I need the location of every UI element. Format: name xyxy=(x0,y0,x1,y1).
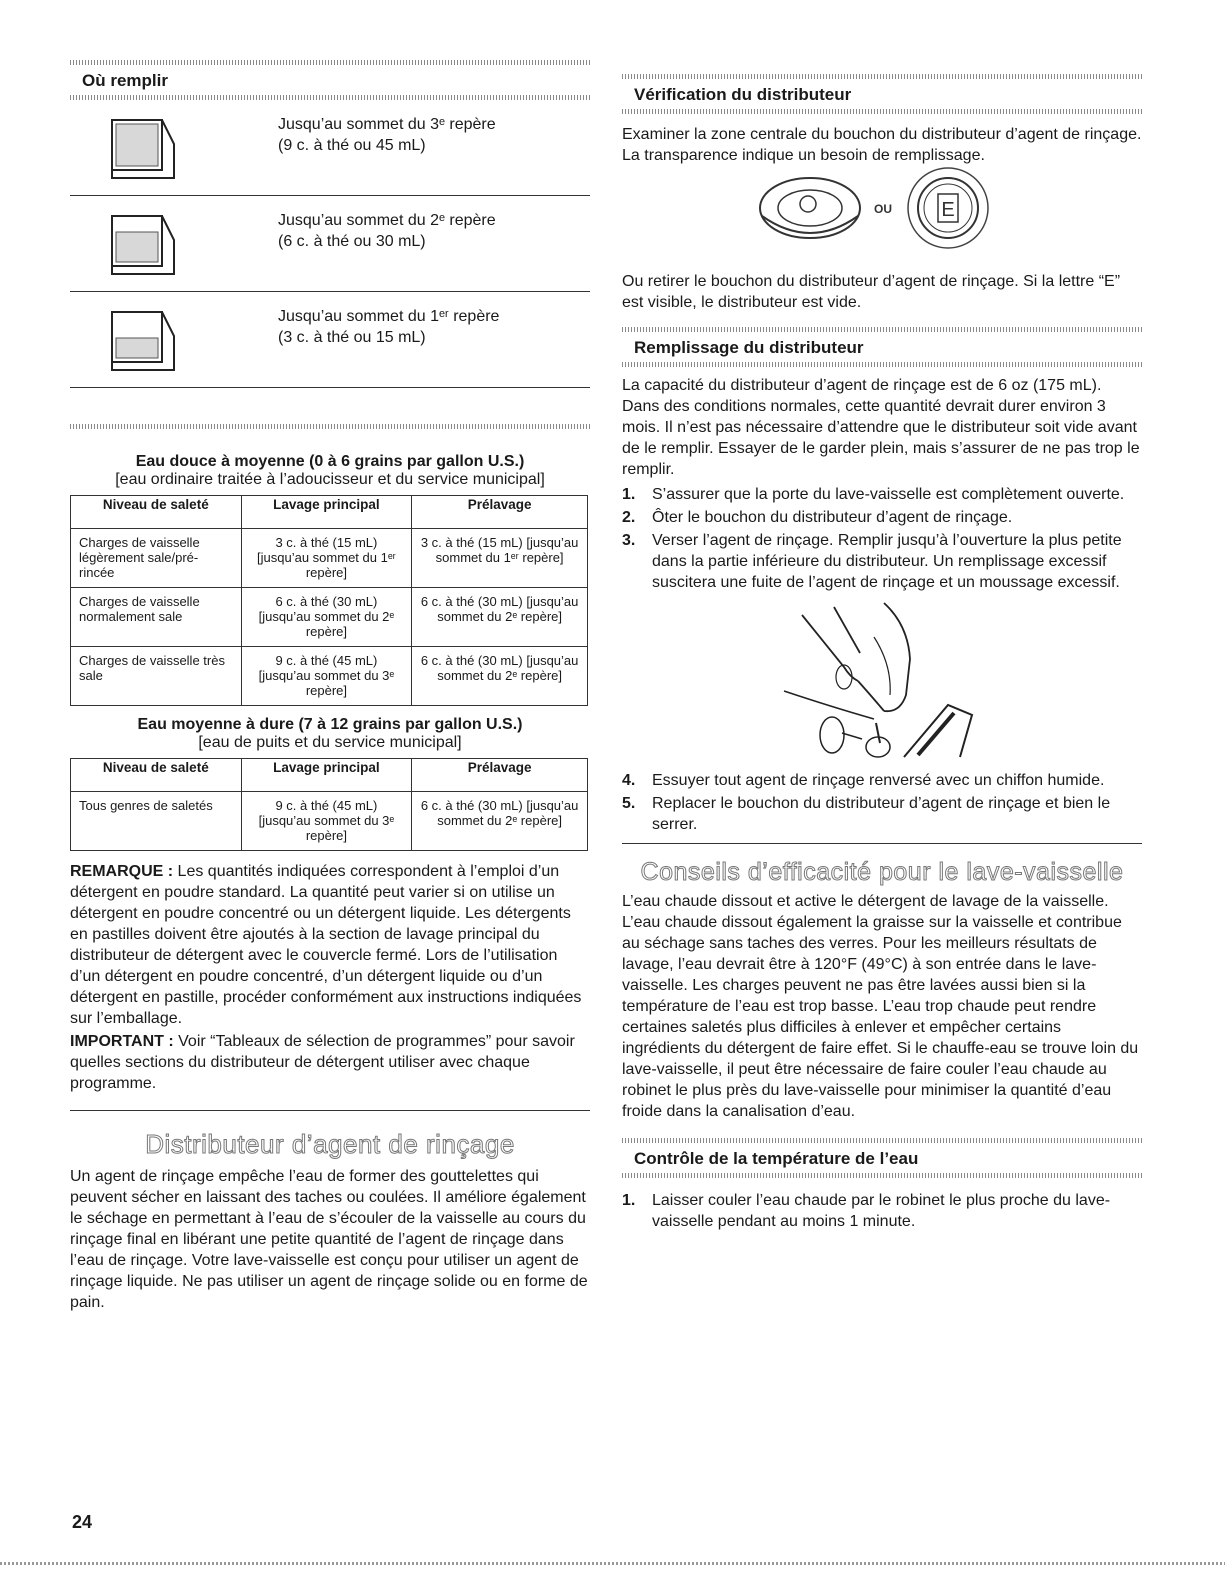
step-number: 1. xyxy=(622,486,636,503)
ou-label: OU xyxy=(874,202,892,216)
pouring-rinse-aid-illustration xyxy=(622,595,1142,765)
step-number: 2. xyxy=(622,509,636,526)
table-cell: 6 c. à thé (30 mL) [jusqu’au sommet du 2ᵉ repère] xyxy=(412,647,588,706)
remarque-label: REMARQUE : xyxy=(70,863,174,880)
cap-e-indicator-icon xyxy=(908,168,988,248)
remarque-text: Les quantités indiquées correspondent à l’emploi d’un détergent en poudre standard. La quantité peut varier si on utilise un détergent en poudre concentré ou un détergent liquide. Les détergents en pastilles doivent être ajoutés à la section de lavage principal du distributeur de détergent avec le couvercle fermé. Lors de l’utilisation d’un détergent en poudre concentré, d’un détergent liquide ou d’un détergent en pastille, procéder conformément aux instructions indiquées sur l’emballage. xyxy=(70,863,582,1027)
page-number: 24 xyxy=(72,1512,93,1532)
divider xyxy=(622,362,1142,367)
verif-text: Examiner la zone centrale du bouchon du distributeur d’agent de rinçage. La transparence indique un besoin de remplissage. xyxy=(622,126,1142,164)
table-row xyxy=(71,792,588,851)
step-number: 5. xyxy=(622,795,636,812)
verif-text2: Ou retirer le bouchon du distributeur d’agent de rinçage. Si la lettre “E” est visible, le distributeur est vide. xyxy=(622,273,1121,311)
table2-title: Eau moyenne à dure (7 à 12 grains par gallon U.S.) xyxy=(137,716,523,733)
fill-level-line: Jusqu’au sommet du 1ᵉʳ repère xyxy=(278,308,500,325)
step-text: S’assurer que la porte du lave-vaisselle est complètement ouverte. xyxy=(652,486,1125,503)
list-item xyxy=(622,507,1142,528)
remarque-paragraph xyxy=(70,861,590,1029)
fill-amount-line: (6 c. à thé ou 30 mL) xyxy=(278,233,426,250)
divider xyxy=(622,843,1142,844)
fill-amount-line: (3 c. à thé ou 15 mL) xyxy=(278,329,426,346)
table1-subtitle: [eau ordinaire traitée à l’adoucisseur et du service municipal] xyxy=(115,471,545,488)
fill-heading: Où remplir xyxy=(82,71,168,90)
hard-water-table xyxy=(70,758,588,851)
table-row xyxy=(71,529,588,588)
table-header: Prélavage xyxy=(412,496,588,529)
list-item xyxy=(622,530,1142,593)
table-cell: Charges de vaisselle très sale xyxy=(71,647,242,706)
important-paragraph xyxy=(70,1031,590,1094)
verif-heading: Vérification du distributeur xyxy=(634,85,852,104)
fill-levels xyxy=(70,100,590,388)
step-text: Essuyer tout agent de rinçage renversé avec un chiffon humide. xyxy=(652,772,1105,789)
step-number: 3. xyxy=(622,532,636,549)
fill-amount-line: (9 c. à thé ou 45 mL) xyxy=(278,137,426,154)
fill-row xyxy=(70,100,590,196)
step-number: 4. xyxy=(622,772,636,789)
soft-water-table xyxy=(70,495,588,706)
fill-text xyxy=(278,114,496,156)
fill-text xyxy=(278,210,496,252)
table-row xyxy=(71,588,588,647)
table1-title: Eau douce à moyenne (0 à 6 grains par gallon U.S.) xyxy=(135,453,525,470)
rinse-aid-text: Un agent de rinçage empêche l’eau de former des gouttelettes qui peuvent sécher en laissant des taches ou coulées. Il améliore également le séchage en permettant à l’eau de s’écouler de la vaisselle au cours du rinçage final en libérant une petite quantité de l’agent de rinçage dans l’eau de rinçage. Votre lave-vaisselle est conçu pour utiliser un agent de rinçage liquide. Ne pas utiliser un agent de rinçage solide ou en forme de pain. xyxy=(70,1168,588,1311)
table-cell: 6 c. à thé (30 mL) [jusqu’au sommet du 2ᵉ repère] xyxy=(412,588,588,647)
step-text: Ôter le bouchon du distributeur d’agent de rinçage. xyxy=(652,509,1013,526)
divider xyxy=(622,109,1142,114)
list-item xyxy=(622,770,1142,791)
table-header: Niveau de saleté xyxy=(71,496,242,529)
list-item xyxy=(622,1190,1142,1232)
table2-subtitle: [eau de puits et du service municipal] xyxy=(198,734,462,751)
table-cell: 6 c. à thé (30 mL) [jusqu’au sommet du 2ᵉ repère] xyxy=(412,792,588,851)
step-text: Laisser couler l’eau chaude par le robinet le plus proche du lave-vaisselle pendant au moins 1 minute. xyxy=(652,1192,1111,1230)
table-cell: 9 c. à thé (45 mL) [jusqu’au sommet du 3ᵉ repère] xyxy=(241,792,412,851)
fill-row xyxy=(70,196,590,292)
table-cell: Tous genres de saletés xyxy=(71,792,242,851)
table-cell: Charges de vaisselle normalement sale xyxy=(71,588,242,647)
bottom-border xyxy=(0,1562,1225,1565)
rinse-aid-title: Distributeur d’agent de rinçage xyxy=(145,1129,515,1159)
table-row xyxy=(71,647,588,706)
fill-steps-list xyxy=(622,484,1142,593)
list-item xyxy=(622,793,1142,835)
table-cell: 6 c. à thé (30 mL) [jusqu’au sommet du 2ᵉ repère] xyxy=(241,588,412,647)
efficiency-tips-title: Conseils d’efficacité pour le lave-vaisselle xyxy=(640,858,1124,886)
dispenser-low-icon xyxy=(108,306,178,376)
e-letter: E xyxy=(941,199,955,221)
efficiency-tips-text: L’eau chaude dissout et active le détergent de lavage de la vaisselle. L’eau chaude dissout également la graisse sur la vaisselle et contribue au séchage sans taches des verres. Pour les meilleurs résultats de lavage, l’eau devrait être à 120°F (49°C) à son entrée dans le lave-vaisselle. Les charges peuvent ne pas être lavées aussi bien si la température de l’eau est trop basse. L’eau trop chaude peut rendre certaines saletés plus difficiles à enlever et empêcher certains ingrédients du détergent de faire effet. Si le chauffe-eau se trouve loin du lave-vaisselle, il peut être nécessaire de faire couler l’eau chaude au robinet le plus près du lave-vaisselle pour minimiser la quantité d’eau froide dans la canalisation d’eau. xyxy=(622,893,1139,1120)
temp-steps-list xyxy=(622,1190,1142,1232)
table-cell: Charges de vaisselle légèrement sale/pré-rincée xyxy=(71,529,242,588)
divider xyxy=(70,1110,590,1111)
step-text: Verser l’agent de rinçage. Remplir jusqu’à l’ouverture la plus petite dans la partie inférieure du distributeur. Un remplissage excessif suscitera une fuite de l’agent de rinçage et un moussage excessif. xyxy=(652,532,1122,591)
dispenser-full-icon xyxy=(108,114,178,184)
dispenser-cap-diagram xyxy=(622,166,1142,266)
divider xyxy=(622,1173,1142,1178)
table-cell: 3 c. à thé (15 mL) [jusqu’au sommet du 1ᵉʳ repère] xyxy=(412,529,588,588)
fill-level-line: Jusqu’au sommet du 3ᵉ repère xyxy=(278,116,496,133)
table-header: Lavage principal xyxy=(241,759,412,792)
table-header: Prélavage xyxy=(412,759,588,792)
remp-text: La capacité du distributeur d’agent de rinçage est de 6 oz (175 mL). Dans des conditions normales, cette quantité devrait durer environ 3 mois. Il n’est pas nécessaire d’attendre que le distributeur soit vide avant de le remplir. Essayer de le garder plein, mais s’assurer de ne pas trop le remplir. xyxy=(622,377,1140,478)
table-header: Niveau de saleté xyxy=(71,759,242,792)
table-cell: 3 c. à thé (15 mL) [jusqu’au sommet du 1ᵉʳ repère] xyxy=(241,529,412,588)
list-item xyxy=(622,484,1142,505)
fill-row xyxy=(70,292,590,388)
temp-heading: Contrôle de la température de l’eau xyxy=(634,1149,919,1168)
table-header: Lavage principal xyxy=(241,496,412,529)
step-text: Replacer le bouchon du distributeur d’agent de rinçage et bien le serrer. xyxy=(652,795,1111,833)
fill-steps-list-continued xyxy=(622,770,1142,835)
cap-window-icon xyxy=(760,178,860,238)
fill-text xyxy=(278,306,499,348)
right-column xyxy=(622,74,1142,1234)
step-number: 1. xyxy=(622,1192,636,1209)
dispenser-half-icon xyxy=(108,210,178,280)
divider xyxy=(70,424,590,429)
important-label: IMPORTANT : xyxy=(70,1033,174,1050)
remp-heading: Remplissage du distributeur xyxy=(634,338,864,357)
left-column xyxy=(70,60,590,1313)
fill-level-line: Jusqu’au sommet du 2ᵉ repère xyxy=(278,212,496,229)
important-text: Voir “Tableaux de sélection de programmes” pour savoir quelles sections du distributeur de détergent utiliser avec chaque programme. xyxy=(70,1033,575,1092)
table-cell: 9 c. à thé (45 mL) [jusqu’au sommet du 3ᵉ repère] xyxy=(241,647,412,706)
